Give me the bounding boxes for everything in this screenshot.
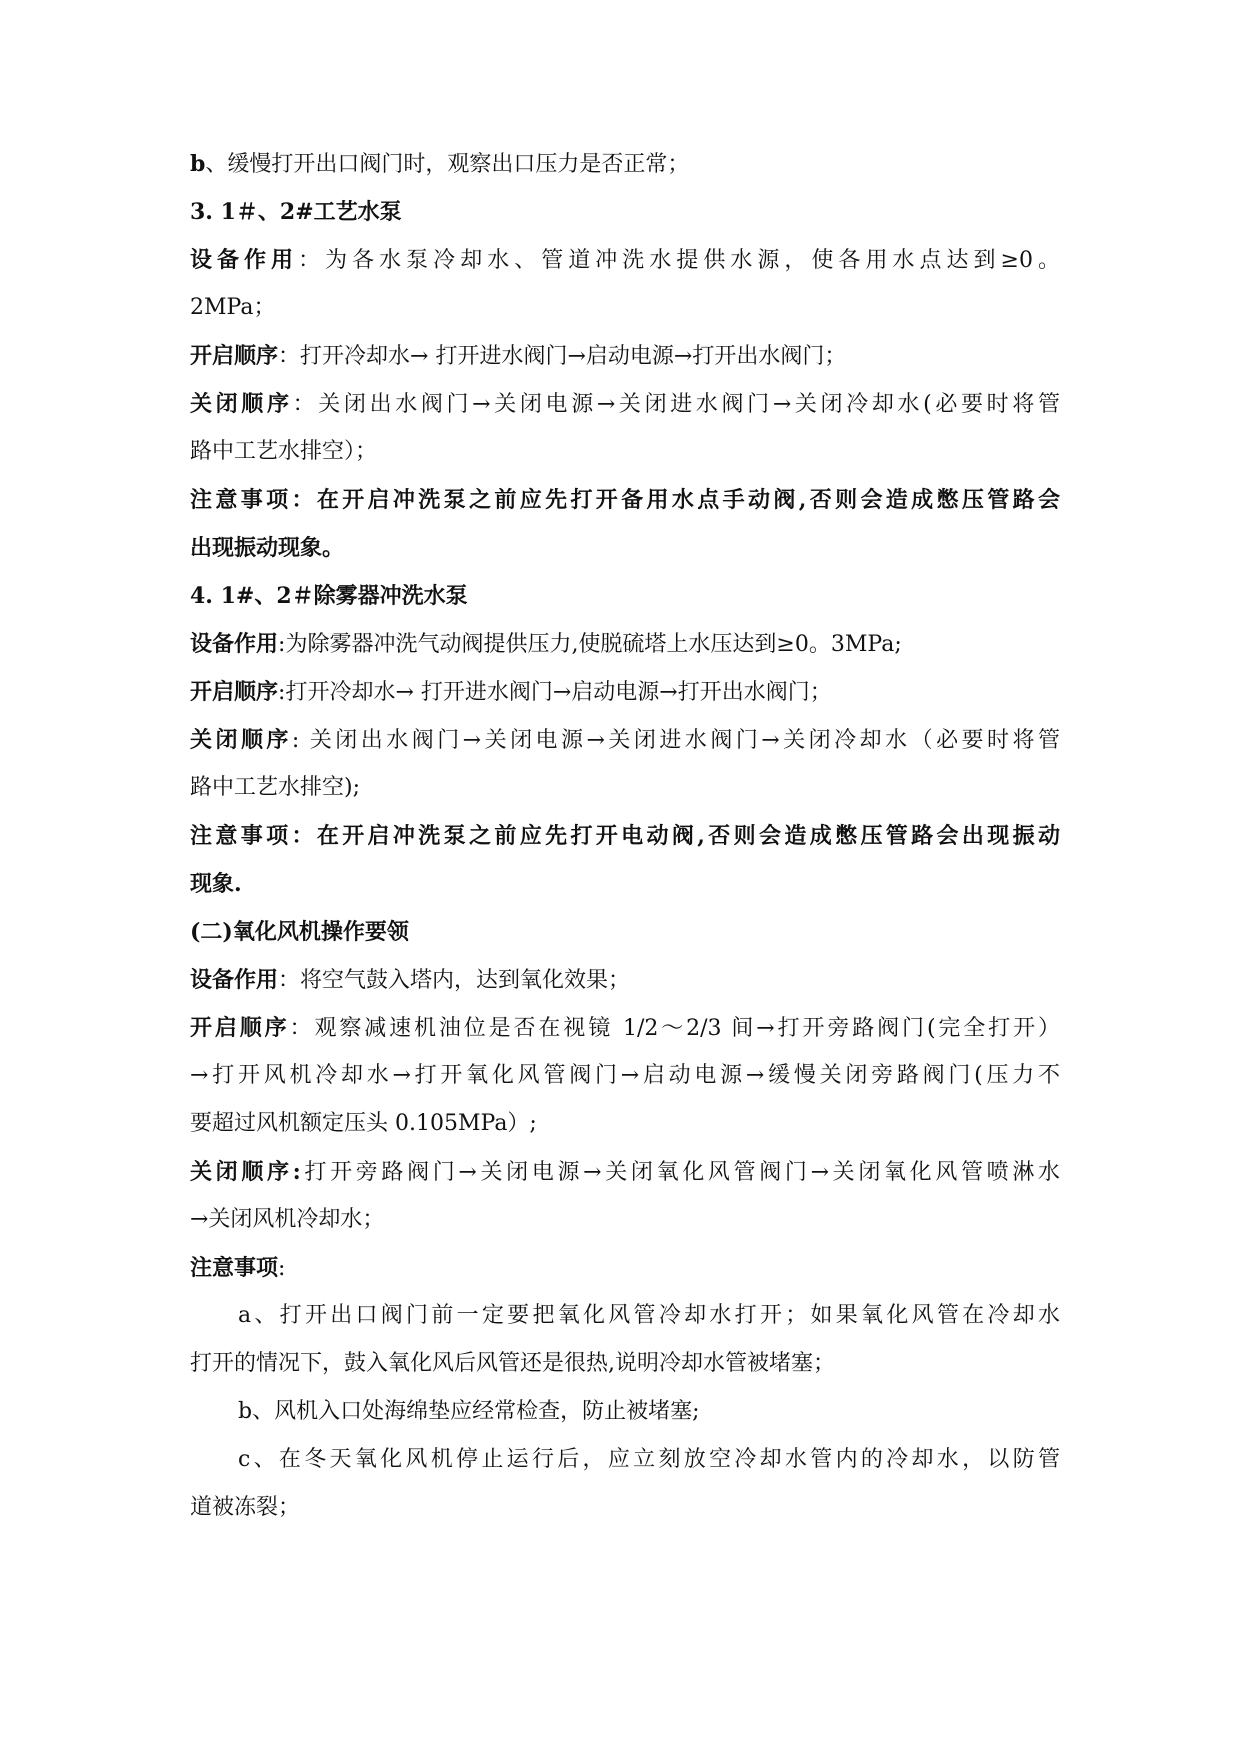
text-line: →关闭风机冷却水； <box>190 1207 385 1232</box>
note-line <box>190 486 1060 514</box>
document-page <box>190 150 1060 1542</box>
note-text: 在开启冲洗泵之前应先打开备用水点手动阀,否则会造成憋压管路会 <box>316 487 1060 513</box>
text-line <box>190 342 1060 370</box>
field-label: 关闭顺序 <box>190 391 293 417</box>
line-text: 关闭出水阀门→关闭电源→关闭进水阀门→关闭冷却水(必要时将管 <box>318 392 1060 417</box>
field-label: 设备作用 <box>190 247 299 273</box>
list-item: a、打开出口阀门前一定要把氧化风管冷却水打开；如果氧化风管在冷却水 <box>238 1303 1060 1328</box>
text-line <box>190 966 1060 994</box>
text-line <box>190 150 1060 178</box>
text-line <box>190 1254 1060 1282</box>
text-line: 道被冻裂； <box>190 1495 301 1520</box>
field-label: 设备作用 <box>190 967 279 993</box>
text-line: 打开的情况下，鼓入氧化风后风管还是很热,说明冷却水管被堵塞； <box>190 1351 835 1376</box>
note-line: 出现振动现象。 <box>190 535 345 561</box>
text-line: 路中工艺水排空）； <box>190 439 378 464</box>
line-text: 关闭出水阀门→关闭电源→关闭进水阀门→关闭冷却水（必要时将管 <box>309 728 1060 753</box>
text-line: 2MPa； <box>190 295 276 320</box>
field-label: 开启顺序 <box>190 343 279 369</box>
field-label: 开启顺序 <box>190 679 279 705</box>
text-line <box>190 726 1060 754</box>
label-separator: ： <box>278 968 301 993</box>
line-text: 打开冷却水→ 打开进水阀门→启动电源→打开出水阀门； <box>300 344 847 369</box>
label-separator: : <box>278 632 286 657</box>
list-item: c、在冬天氧化风机停止运行后，应立刻放空冷却水管内的冷却水，以防管 <box>238 1447 1060 1472</box>
section-heading: 4. 1#、2＃除雾器冲洗水泵 <box>190 583 468 609</box>
text-line <box>190 678 1060 706</box>
label-separator: ： <box>292 392 319 417</box>
note-line: 现象. <box>190 871 242 897</box>
text-line <box>190 246 1060 274</box>
label-separator: : <box>278 1256 286 1281</box>
line-text: 为除雾器冲洗气动阀提供压力,使脱硫塔上水压达到≥0。3MPa; <box>285 632 902 657</box>
text-line <box>190 1014 1060 1042</box>
list-item: b、风机入口处海绵垫应经常检查，防止被堵塞; <box>238 1399 700 1424</box>
text-line <box>190 630 1060 658</box>
label-separator: ： <box>278 344 301 369</box>
label-separator: ： <box>291 823 317 849</box>
label-separator: : <box>278 680 286 705</box>
lead-letter: b <box>190 151 206 177</box>
field-label: 设备作用 <box>190 631 279 657</box>
section-heading: 3. 1＃、2#工艺水泵 <box>190 199 402 225</box>
text-line <box>190 390 1060 418</box>
field-label: 注意事项 <box>190 487 292 513</box>
label-separator: ： <box>291 487 317 513</box>
note-text: 在开启冲洗泵之前应先打开电动阀,否则会造成憋压管路会出现振动 <box>316 823 1060 849</box>
text-line: 要超过风机额定压头 0.105MPa）; <box>190 1111 537 1136</box>
field-label: 开启顺序 <box>190 1015 290 1041</box>
line-text: 观察减速机油位是否在视镜 1/2～2/3 间→打开旁路阀门(完全打开） <box>314 1016 1060 1041</box>
text-line: →打开风机冷却水→打开氧化风管阀门→启动电源→缓慢关闭旁路阀门(压力不 <box>190 1063 1060 1088</box>
field-label: 关闭顺序 <box>190 727 292 753</box>
label-separator: ： <box>298 248 326 273</box>
line-text: 打开旁路阀门→关闭电源→关闭氧化风管阀门→关闭氧化风管喷淋水 <box>300 1160 1060 1185</box>
line-text: 打开冷却水→ 打开进水阀门→启动电源→打开出水阀门； <box>285 680 832 705</box>
label-separator: : <box>291 728 310 753</box>
section-heading: (二)氧化风机操作要领 <box>190 919 409 945</box>
line-text: 、缓慢打开出口阀门时，观察出口压力是否正常； <box>205 152 690 177</box>
label-separator: : <box>292 1159 301 1185</box>
label-separator: ： <box>289 1016 315 1041</box>
line-text: 为各水泵冷却水、管道冲洗水提供水源，使各用水点达到≥0。 <box>325 248 1060 273</box>
line-text: 将空气鼓入塔内，达到氧化效果； <box>300 968 631 993</box>
text-line <box>190 1158 1060 1186</box>
text-line: 路中工艺水排空); <box>190 775 360 800</box>
note-line <box>190 822 1060 850</box>
field-label: 关闭顺序 <box>190 1159 293 1185</box>
field-label: 注意事项 <box>190 823 292 849</box>
field-label: 注意事项 <box>190 1255 279 1281</box>
